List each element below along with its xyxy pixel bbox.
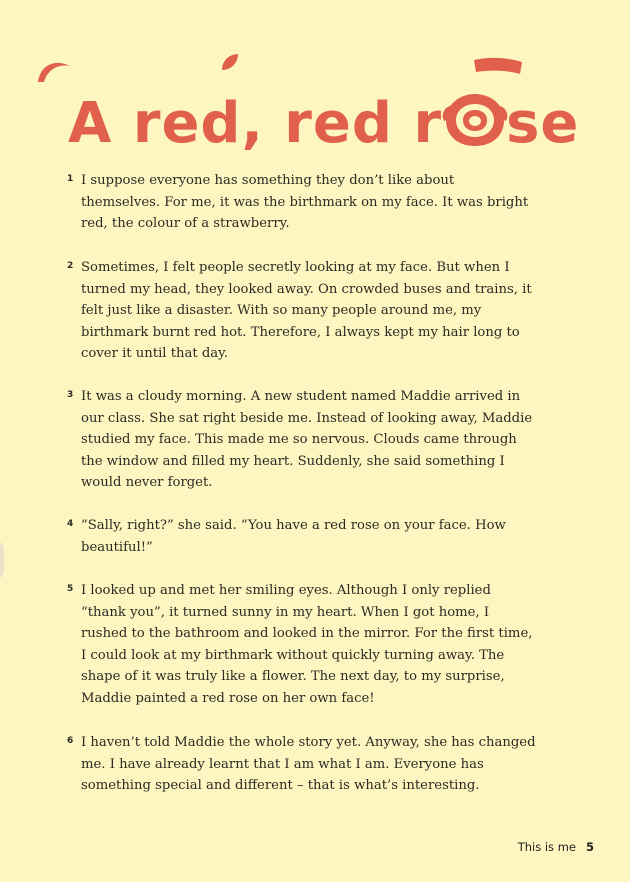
paragraph-4 (67, 515, 537, 558)
page-number: 5 (585, 840, 594, 854)
paragraph-text: I looked up and met her smiling eyes. Although I only replied “thank you”, it turned sunny in my heart. When I got home, I rushed to the bathroom and looked in the mirror. For the first time, I could look at my birthmark without quickly turning away. The shape of it was truly like a flower. The next day, to my surprise, Maddie painted a red rose on her own face! (81, 583, 533, 706)
paragraph-text: Sometimes, I felt people secretly looking at my face. But when I turned my head, they looked away. On crowded buses and trains, it felt just like a disaster. With so many people around me, my birthmark burnt red hot. Therefore, I always kept my hair long to cover it until that day. (81, 260, 532, 362)
title-area (30, 40, 610, 160)
title-text-end: se (506, 91, 580, 156)
paragraph-text: It was a cloudy morning. A new student named Maddie arrived in our class. She sat right beside me. Instead of looking away, Maddie studied my face. This made me so nervous. Clouds came through the window and filled my heart. Suddenly, she said something I would never forget. (81, 389, 533, 491)
rose-icon (442, 92, 508, 148)
accent-bar-right (470, 54, 526, 78)
paragraph-number: 6 (67, 736, 74, 746)
paragraph-number: 4 (67, 519, 74, 529)
footer-section-label: This is me (517, 840, 576, 854)
page-footer (518, 840, 594, 854)
accent-mark-left (34, 56, 74, 86)
paragraph-number: 2 (67, 261, 74, 271)
page-edge-mark (0, 540, 4, 580)
paragraph-text: “Sally, right?” she said. “You have a red rose on your face. How beautiful!” (81, 518, 506, 555)
paragraph-6 (67, 732, 537, 797)
paragraph-number: 1 (67, 174, 74, 184)
paragraph-1 (67, 170, 537, 235)
page-title (68, 91, 580, 156)
paragraph-text: I haven’t told Maddie the whole story yet. Anyway, she has changed me. I have already learnt that I am what I am. Everyone has something special and different – that is what’s interesting. (81, 735, 536, 794)
paragraph-2 (67, 257, 537, 365)
paragraph-text: I suppose everyone has something they don’t like about themselves. For me, it was the birthmark on my face. It was bright red, the colour of a strawberry. (81, 173, 529, 232)
paragraph-3 (67, 386, 537, 494)
paragraph-5 (67, 580, 537, 710)
paragraph-number: 5 (67, 584, 74, 594)
accent-dot-comma (218, 50, 242, 74)
paragraph-number: 3 (67, 390, 74, 400)
title-text-start: A red, red r (68, 91, 443, 156)
